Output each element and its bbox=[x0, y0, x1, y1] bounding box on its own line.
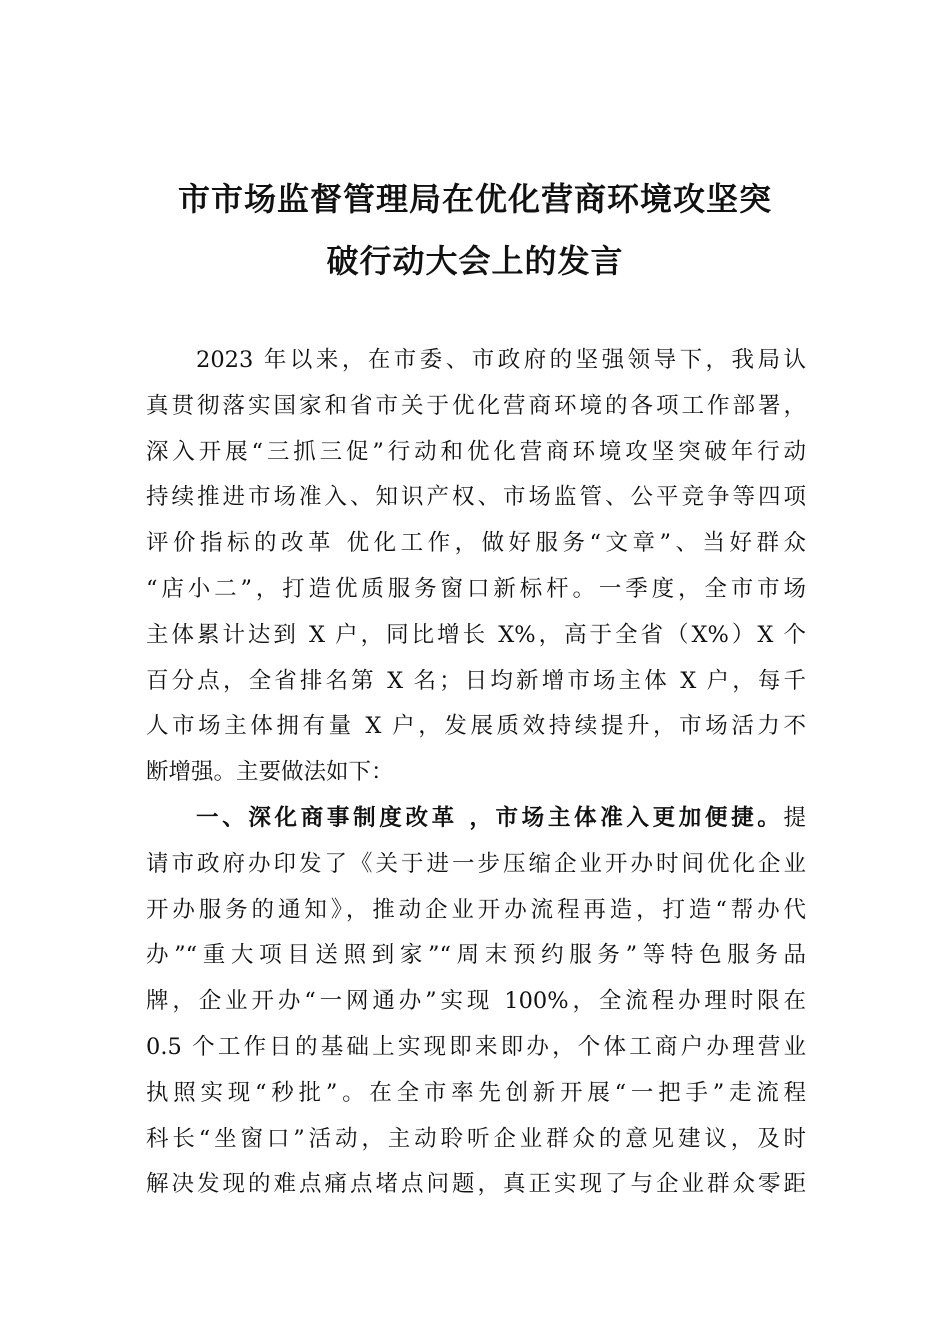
intro-line-8: 百分点，全省排名第 X 名；日均新增市场主体 X 户，每千 bbox=[146, 667, 806, 694]
section-1-line-2: 请市政府办印发了《关于进一步压缩企业开办时间优化企业 bbox=[146, 850, 806, 877]
intro-line-1: 2023 年以来，在市委、市政府的坚强领导下，我局认 bbox=[196, 347, 806, 373]
intro-line-9: 人市场主体拥有量 X 户，发展质效持续提升，市场活力不 bbox=[146, 713, 806, 740]
intro-line-10: 断增强。主要做法如下： bbox=[146, 759, 394, 786]
section-1-line-3: 开办服务的通知》，推动企业开办流程再造，打造“帮办代 bbox=[146, 896, 806, 923]
intro-line-5: 评价指标的改革 优化工作，做好服务“文章”、当好群众 bbox=[146, 530, 806, 557]
section-1-line-7: 执照实现“秒批”。在全市率先创新开展“一把手”走流程 bbox=[146, 1079, 806, 1106]
section-1-line-6: 0.5 个工作日的基础上实现即来即办，个体工商户办理营业 bbox=[146, 1033, 806, 1060]
intro-line-2: 真贯彻落实国家和省市关于优化营商环境的各项工作部署， bbox=[146, 392, 806, 419]
title-line-1: 市市场监督管理局在优化营商环境攻坚突 bbox=[177, 180, 772, 218]
intro-line-4: 持续推进市场准入、知识产权、市场监管、公平竞争等四项 bbox=[146, 484, 806, 511]
section-1-line-4: 办”“重大项目送照到家”“周末预约服务”等特色服务品 bbox=[146, 942, 806, 969]
section-1-line-8: 科长“坐窗口”活动，主动聆听企业群众的意见建议，及时 bbox=[146, 1125, 806, 1152]
intro-line-7: 主体累计达到 X 户，同比增长 X%，高于全省（X%）X 个 bbox=[146, 621, 806, 648]
section-1-line-9: 解决发现的难点痛点堵点问题，真正实现了与企业群众零距 bbox=[146, 1171, 806, 1198]
section-1-line-5: 牌，企业开办“一网通办”实现 100%，全流程办理时限在 bbox=[146, 988, 806, 1015]
section-1-heading: 一、深化商事制度改革 ，市场主体准入更加便捷。 bbox=[196, 804, 784, 831]
section-1-first-line-rest: 提 bbox=[783, 804, 806, 831]
document-body bbox=[146, 338, 806, 1208]
intro-line-6: “店小二”，打造优质服务窗口新标杆。一季度，全市市场 bbox=[146, 575, 806, 602]
section-1-first-line bbox=[146, 796, 806, 842]
intro-line-3: 深入开展“三抓三促”行动和优化营商环境攻坚突破年行动 bbox=[146, 438, 806, 465]
document-title bbox=[140, 168, 810, 292]
title-line-2: 破行动大会上的发言 bbox=[326, 242, 624, 280]
